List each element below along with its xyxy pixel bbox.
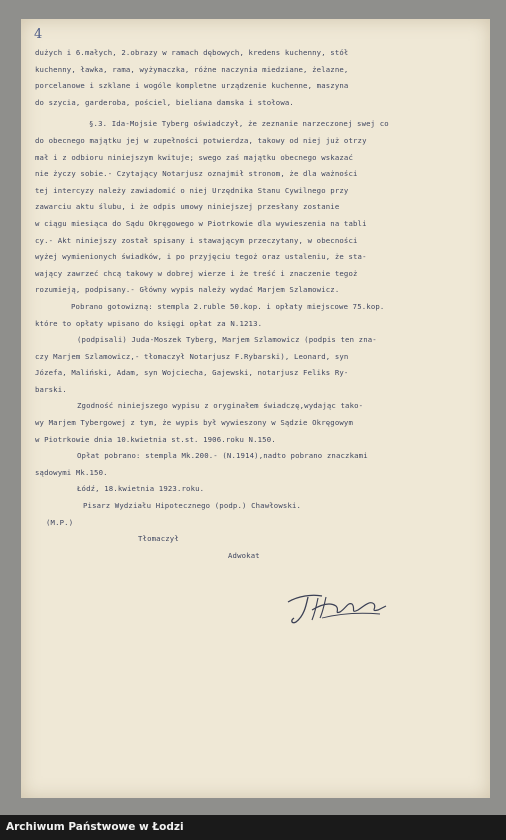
text-line: mał i z odbioru niniejszym kwituje; swego zaś majątku obecnego wskazać — [35, 152, 354, 162]
text-line: tej intercyzy należy zawiadomić o niej Urzędnika Stanu Cywilnego przy — [35, 185, 349, 195]
text-line: Adwokat — [228, 550, 260, 560]
text-line: do szycia, garderoba, pościel, bieliana damska i stołowa. — [35, 97, 294, 107]
text-line: wy Marjem Tybergowej z tym, że wypis był wywieszony w Sądzie Okręgowym — [35, 418, 354, 428]
text-line: w ciągu miesiąca do Sądu Okręgowego w Piotrkowie dla wywieszenia na tabli — [35, 218, 367, 228]
text-line: barski. — [35, 384, 67, 394]
text-line: Tłomaczył — [138, 534, 179, 544]
handwritten-signature — [282, 588, 392, 628]
text-line: które to opłaty wpisano do księgi opłat za N.1213. — [35, 318, 263, 328]
text-line: Łódź, 18.kwietnia 1923.roku. — [77, 484, 205, 494]
text-line: Pobrano gotowizną: stempla 2.ruble 50.kop. i opłaty miejscowe 75.kop. — [71, 301, 385, 311]
text-line: cy.- Akt niniejszy został spisany i stawającym przeczytany, w obecności — [35, 235, 358, 245]
text-line: do obecnego majątku jej w zupełności potwierdza, takowy od niej już otrzy — [35, 135, 367, 145]
text-line: nie życzy sobie.- Czytający Notarjusz oznajmił stronom, że dla ważności — [35, 169, 358, 179]
text-line: czy Marjem Szlamowicz,- tłomaczył Notarjusz F.Rybarski), Leonard, syn — [35, 351, 349, 361]
text-line: wyżej wymienionych świadków, i po przyjęciu tegoż oraz ustaleniu, że sta- — [35, 252, 367, 262]
text-line: Józefa, Maliński, Adam, syn Wojciecha, Gajewski, notarjusz Feliks Ry- — [35, 368, 349, 378]
text-line: sądowymi Mk.150. — [35, 467, 108, 477]
text-line: Opłat pobrano: stempla Mk.200.- (N.1914),nadto pobrano znaczkami — [77, 451, 368, 461]
text-line: (podpisali) Juda-Moszek Tyberg, Marjem Szlamowicz (podpis ten zna- — [77, 335, 377, 345]
text-line: §.3. Ida-Mojsie Tyberg oświadczył, że zeznanie narzeczonej swej co — [89, 119, 389, 129]
text-line: dużych i 6.małych, 2.obrazy w ramach dębowych, kredens kuchenny, stół — [35, 48, 349, 57]
archive-footer — [0, 815, 506, 840]
text-line: (M.P.) — [46, 517, 74, 527]
text-line: rozumieją, podpisany.- Główny wypis należy wydać Marjem Szlamowicz. — [35, 285, 340, 295]
text-line: Zgodność niniejszego wypisu z oryginałem świadczę,wydając tako- — [77, 401, 364, 411]
archive-name: Archiwum Państwowe w Łodzi — [6, 821, 184, 833]
text-line: kuchenny, ławka, rama, wyżymaczka, różne naczynia miedziane, żelazne, — [35, 64, 349, 74]
text-line: Pisarz Wydziału Hipotecznego (podp.) Chawłowski. — [83, 501, 302, 511]
text-line: wający zawrzeć chcą takowy w dobrej wierze i że treść i znaczenie tegoż — [35, 268, 358, 278]
text-line: zawarciu aktu ślubu, i że odpis umowy niniejszej przesłany zostanie — [35, 202, 340, 212]
text-line: porcelanowe i szklane i wogóle kompletne urządzenie kuchenne, maszyna — [35, 81, 349, 91]
page-number-mark: 4 — [34, 27, 43, 42]
document-page — [21, 19, 490, 798]
text-line: w Piotrkowie dnia 10.kwietnia st.st. 1906.roku N.150. — [35, 434, 276, 444]
document-text — [21, 45, 490, 564]
